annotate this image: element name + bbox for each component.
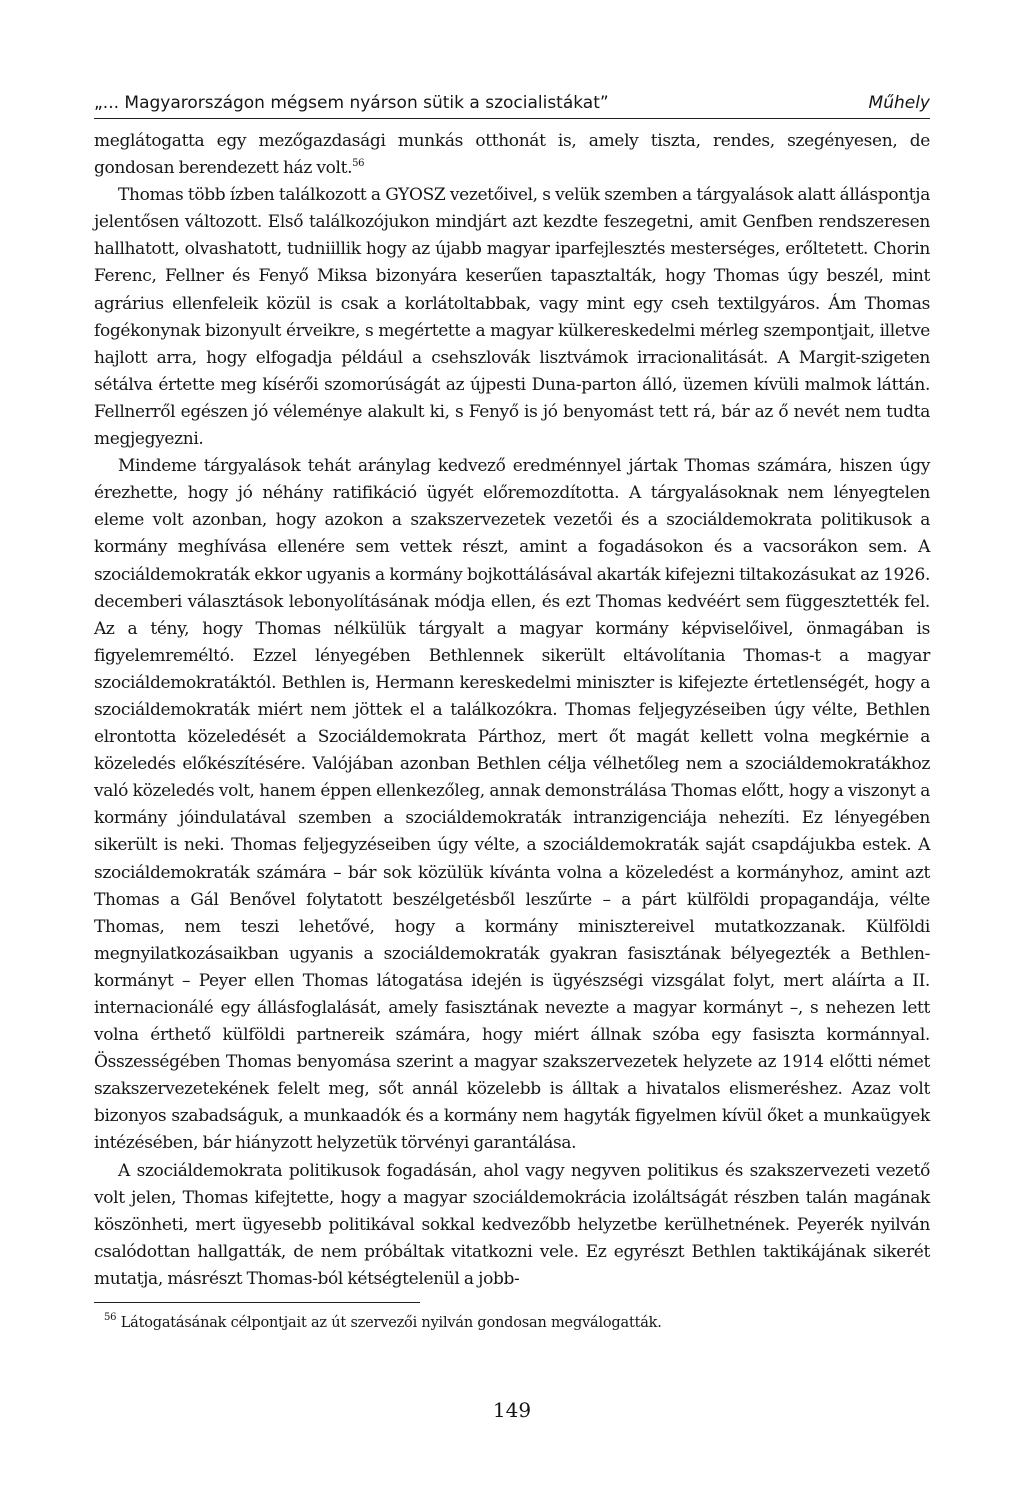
paragraph-text: A szociáldemokrata politikusok fogadásán, ahol vagy negyven politikus és szakszervezeti vezető volt jelen, Thomas kifejtette, hogy a magyar szociáldemokrácia izoláltságát részben talán magának köszönheti, mert ügyesebb politikával sokkal kedvezőbb helyzetbe kerülhetnének. Peyerék nyilván csalódottan hallgatták, de nem próbáltak vitatkozni vele. Ez egyrészt Bethlen taktikájának sikerét mutatja, másrészt Thomas-ból kétségtelenül a jobb- [94,1160,930,1289]
running-head-title: „... Magyarországon mégsem nyárson sütik a szocialistákat” [94,93,609,113]
running-head [94,90,930,119]
paragraph [94,453,930,1157]
footnote-number: 56 [104,1312,117,1324]
footnote-text: Látogatásának célpontjait az út szervezői nyilván gondosan megválogatták. [120,1315,662,1332]
paragraph-text: Thomas több ízben találkozott a GYOSZ vezetőivel, s velük szemben a tárgyalások alatt álláspontja jelentősen változott. Első találkozójukon mindjárt azt kezdte feszegetni, amit Genfben rendszeresen hallhatott, olvashatott, tudniillik hogy az újabb magyar iparfejlesztés mesterséges, erőltetett. Chorin Ferenc, Fellner és Fenyő Miksa bizonyára keserűen tapasztalták, hogy Thomas úgy beszél, mint agrárius ellenfeleik közül is csak a korlátoltabbak, vagy mint egy cseh textilgyáros. Ám Thomas fogékonynak bizonyult érveikre, s megértette a magyar külkereskedelmi mérleg szempontjait, illetve hajlott arra, hogy elfogadja például a csehszlovák lisztvámok irracionalitását. A Margit-szigeten sétálva értette meg kísérői szomorúságát az újpesti Duna-parton álló, üzemen kívüli malmok láttán. Fellnerről egészen jó véleménye alakult ki, s Fenyő is jó benyomást tett rá, bár az ő nevét nem tudta megjegyezni. [94,185,930,450]
footnote-reference[interactable]: 56 [352,158,365,170]
paragraph [94,1158,930,1293]
footnote [94,1312,930,1334]
running-head-section: Műhely [868,93,930,113]
paragraph-text: Mindeme tárgyalások tehát aránylag kedvező eredménnyel jártak Thomas számára, hiszen úgy érezhette, hogy jó néhány ratifikáció ügyét előremozdította. A tárgyalásoknak nem lényegtelen eleme volt azonban, hogy azokon a szakszervezetek vezetői és a szociáldemokrata politikusok a kormány meghívása ellenére sem vettek részt, amint a fogadásokon és a vacsorákon sem. A szociáldemokraták ekkor ugyanis a kormány bojkottálásával akarták kifejezni tiltakozásukat az 1926. decemberi választások lebonyolításának módja ellen, és ezt Thomas kedvéért sem függesztették fel. Az a tény, hogy Thomas nélkülük tárgyalt a magyar kormány képviselőivel, önmagában is figyelemreméltó. Ezzel lényegében Bethlennek sikerült eltávolítania Thomas-t a magyar szociáldemokratáktól. Bethlen is, Hermann kereskedelmi miniszter is kifejezte értetlenségét, hogy a szociáldemokraták miért nem jöttek el a találkozókra. Thomas feljegyzéseiben úgy vélte, Bethlen elrontotta közeledését a Szociáldemokrata Párthoz, mert őt magát kellett volna megkérnie a közeledés előkészítésére. Valójában azonban Bethlen célja vélhetőleg nem a szociáldemokratákhoz való közeledés volt, hanem éppen ellenkezőleg, annak demonstrálása Thomas előtt, hogy a viszonyt a kormány jóindulatával szemben a szociáldemokraták intranzigenciája nehezíti. Ez lényegében sikerült is neki. Thomas feljegyzéseiben úgy vélte, a szociáldemokraták saját csapdájukba estek. A szociáldemokraták számára – bár sok közülük kívánta volna a közeledést a kormányhoz, amint azt Thomas a Gál Benővel folytatott beszélgetésből leszűrte – a párt külföldi propagandája, vélte Thomas, nem teszi lehetővé, hogy a kormány minisztereivel mutatkozzanak. Külföldi megnyilatkozásaikban ugyanis a szociáldemokraták gyakran fasisztának bélyegezték a Bethlen-kormányt – Peyer ellen Thomas látogatása idején is ügyészségi vizsgálat folyt, mert aláírta a II. internacionálé egy állásfoglalását, amely fasisztának nevezte a magyar kormányt –, s nehezen lett volna érthető külföldi partnereik számára, hogy miért állnak szóba egy fasiszta kormánnyal. Összességében Thomas benyomása szerint a magyar szakszervezetek helyzete az 1914 előtti német szakszervezetekének felelt meg, sőt annál közelebb is álltak a hivatalos elismeréshez. Azaz volt bizonyos szabadságuk, a munkaadók és a kormány nem hagyták figyelmen kívül őket a munkaügyek intézésében, bár hiányzott helyzetük törvényi garantálása. [94,456,930,1154]
page [94,90,930,1334]
page-number: 149 [492,1398,532,1422]
footnote-divider [94,1302,420,1303]
article-body [94,128,930,1293]
paragraph [94,182,930,453]
paragraph [94,128,930,182]
paragraph-text: meglátogatta egy mezőgazdasági munkás otthonát is, amely tiszta, rendes, szegényesen, de gondosan berendezett ház volt. [94,131,930,179]
